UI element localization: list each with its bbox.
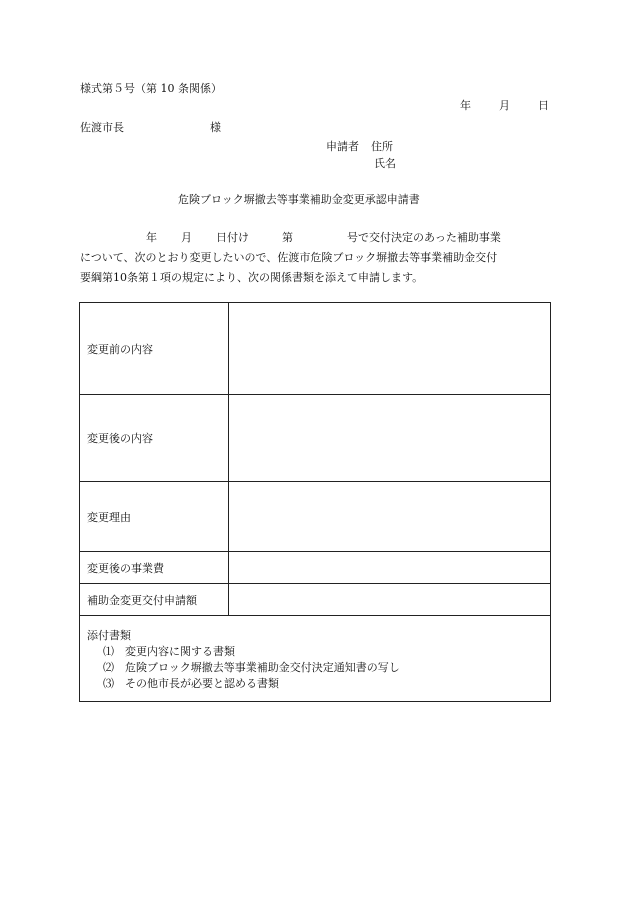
after-content-field[interactable] <box>229 395 551 482</box>
date-day: 日 <box>538 99 549 112</box>
applicant-address-row <box>326 140 393 154</box>
addressee <box>80 121 221 135</box>
change-reason-field[interactable] <box>229 482 551 552</box>
attachments-heading: 添付書類 <box>87 629 131 642</box>
attachments-section <box>80 616 551 702</box>
grant-amount-field[interactable] <box>229 584 551 616</box>
project-cost-field[interactable] <box>229 552 551 584</box>
grant-amount-label: 補助金変更交付申請額 <box>80 584 229 616</box>
change-form-table <box>79 302 551 702</box>
list-item: ⑵ 危険ブロック塀撤去等事業補助金交付決定通知書の写し <box>103 661 400 674</box>
form-number: 様式第５号（第 10 条関係） <box>80 82 222 95</box>
body-line-1: 年 月 日付け 第 号で交付決定のあった補助事業 <box>146 231 501 244</box>
table-row <box>80 584 551 616</box>
applicant-name-label: 氏名 <box>374 157 396 170</box>
date-line <box>460 99 549 113</box>
table-row <box>80 616 551 702</box>
body-line-2: について、次のとおり変更したいので、佐渡市危険ブロック塀撤去等事業補助金交付 <box>80 251 498 264</box>
list-item: ⑶ その他市長が必要と認める書類 <box>103 677 279 690</box>
body-line-3: 要綱第10条第１項の規定により、次の関係書類を添えて申請します。 <box>80 271 424 284</box>
project-cost-label: 変更後の事業費 <box>80 552 229 584</box>
applicant-label: 申請者 <box>326 140 359 153</box>
date-month: 月 <box>499 99 510 112</box>
before-content-field[interactable] <box>229 303 551 395</box>
list-item: ⑴ 変更内容に関する書類 <box>103 645 235 658</box>
table-row <box>80 395 551 482</box>
addressee-honorific: 様 <box>210 121 221 134</box>
before-content-label: 変更前の内容 <box>80 303 229 395</box>
table-row <box>80 303 551 395</box>
date-year: 年 <box>460 99 471 112</box>
table-row <box>80 552 551 584</box>
change-reason-label: 変更理由 <box>80 482 229 552</box>
after-content-label: 変更後の内容 <box>80 395 229 482</box>
applicant-address-label: 住所 <box>371 140 393 153</box>
addressee-city: 佐渡市長 <box>80 121 124 134</box>
document-title: 危険ブロック塀撤去等事業補助金変更承認申請書 <box>178 193 420 206</box>
table-row <box>80 482 551 552</box>
